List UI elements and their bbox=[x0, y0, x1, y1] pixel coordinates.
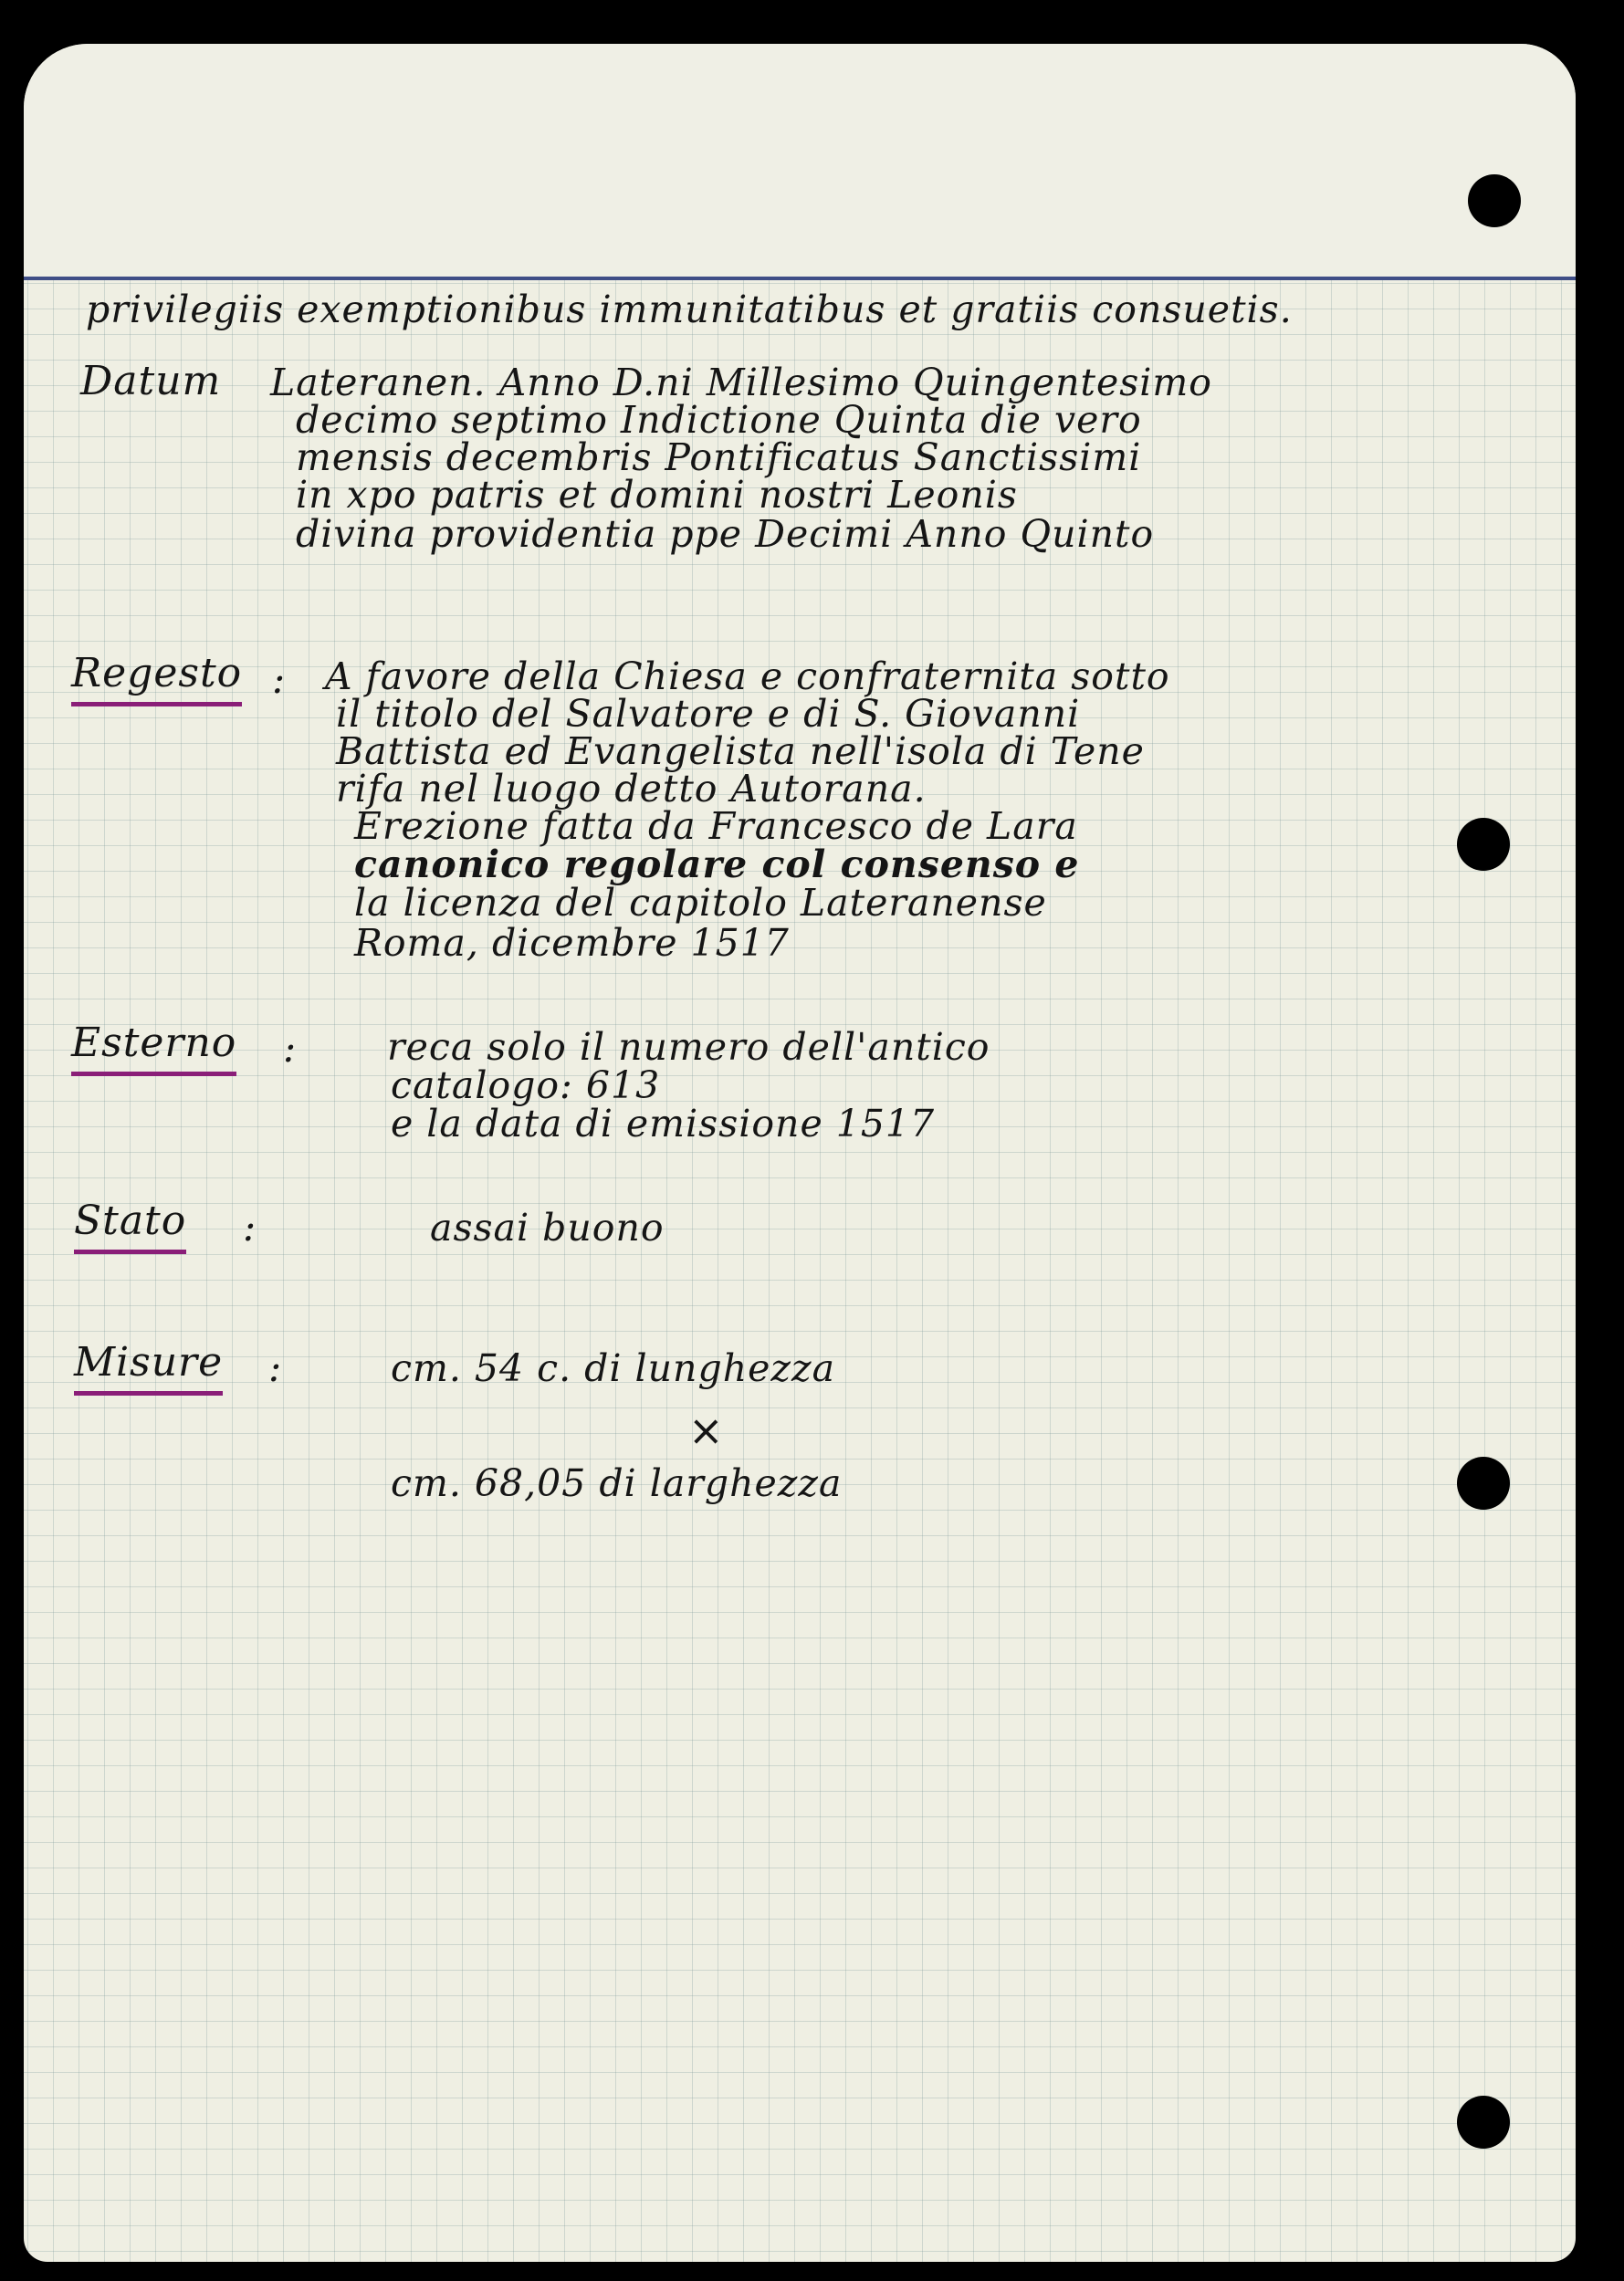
regesto-line: A favore della Chiesa e confraternita sotto bbox=[325, 654, 1170, 698]
top-continuation-line: privilegiis exemptionibus immunitatibus et gratiis consuetis. bbox=[86, 288, 1293, 331]
header-rule-line bbox=[24, 277, 1576, 280]
datum-line: Lateranen. Anno D.ni Millesimo Quingentesimo bbox=[270, 361, 1212, 404]
multiplication-cross: × bbox=[688, 1406, 724, 1455]
binder-hole-upper-middle bbox=[1457, 818, 1510, 871]
datum-line: decimo septimo Indictione Quinta die vero bbox=[296, 398, 1142, 442]
misure-width-line: cm. 68,05 di larghezza bbox=[391, 1461, 843, 1505]
esterno-line: reca solo il numero dell'antico bbox=[387, 1025, 990, 1069]
regesto-line: Battista ed Evangelista nell'isola di Tene bbox=[336, 729, 1145, 773]
notebook-page bbox=[24, 44, 1576, 2262]
regesto-line: il titolo del Salvatore e di S. Giovanni bbox=[336, 692, 1081, 736]
regesto-line: la licenza del capitolo Lateranense bbox=[354, 881, 1047, 925]
stato-value: assai buono bbox=[430, 1206, 665, 1250]
regesto-line: Erezione fatta da Francesco de Lara bbox=[354, 804, 1078, 848]
datum-label: Datum bbox=[80, 358, 222, 404]
misure-label: Misure bbox=[74, 1340, 223, 1396]
regesto-colon: : bbox=[272, 657, 286, 702]
esterno-colon: : bbox=[283, 1026, 297, 1071]
esterno-line: catalogo: 613 bbox=[391, 1063, 661, 1107]
misure-length-line: cm. 54 c. di lunghezza bbox=[391, 1346, 836, 1390]
binder-hole-lower-middle bbox=[1457, 1457, 1510, 1510]
stato-label: Stato bbox=[74, 1198, 186, 1254]
regesto-line: rifa nel luogo detto Autorana. bbox=[336, 767, 927, 811]
stato-colon: : bbox=[243, 1205, 257, 1250]
datum-line: divina providentia ppe Decimi Anno Quinto bbox=[296, 512, 1155, 556]
binder-hole-bottom bbox=[1457, 2096, 1510, 2149]
regesto-line: Roma, dicembre 1517 bbox=[354, 921, 790, 965]
esterno-line: e la data di emissione 1517 bbox=[391, 1102, 936, 1146]
datum-line: mensis decembris Pontificatus Sanctissimi bbox=[296, 435, 1142, 479]
misure-colon: : bbox=[268, 1345, 282, 1390]
esterno-label: Esterno bbox=[71, 1020, 236, 1076]
regesto-label: Regesto bbox=[71, 651, 242, 706]
datum-line: in xpo patris et domini nostri Leonis bbox=[296, 473, 1018, 517]
regesto-line: canonico regolare col consenso e bbox=[354, 842, 1080, 886]
binder-hole-top bbox=[1468, 174, 1521, 227]
page-header-band bbox=[24, 44, 1576, 278]
